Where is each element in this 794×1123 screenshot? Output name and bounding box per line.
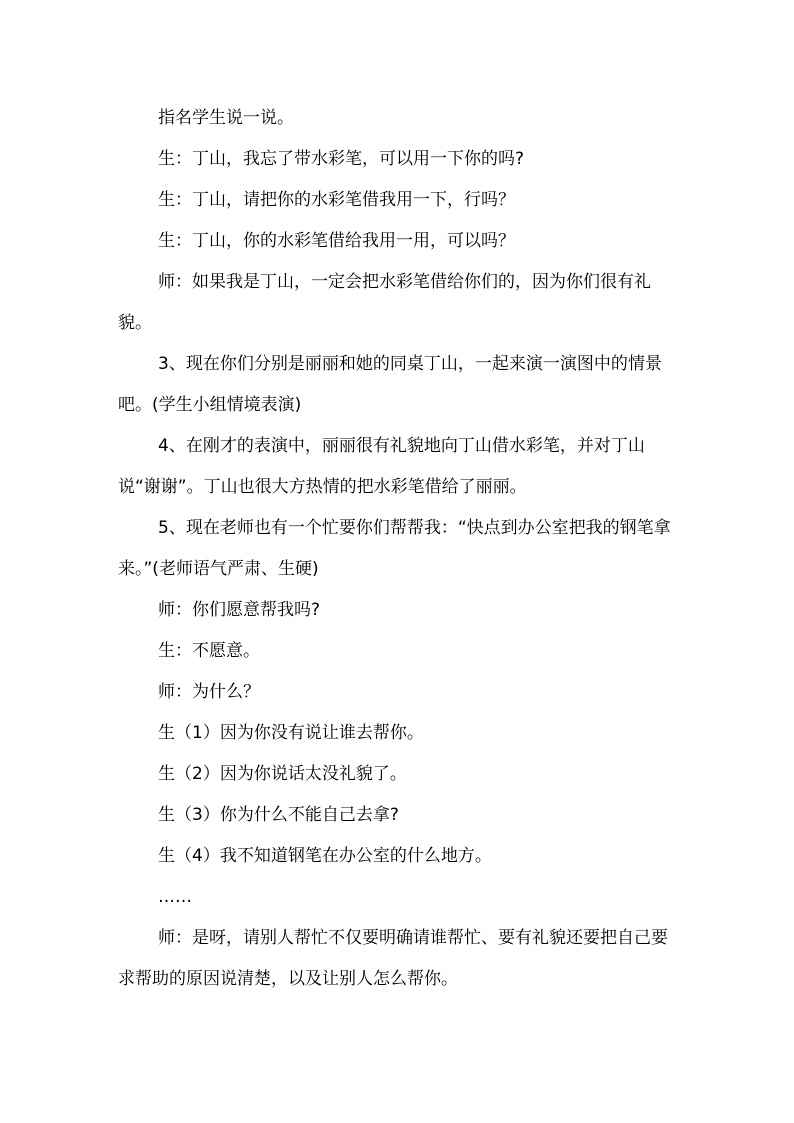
paragraph-student-1: 生：丁山，我忘了带水彩笔，可以用一下你的吗? [158, 149, 525, 169]
paragraph-teacher-3: 师：为什么？ [158, 682, 260, 702]
paragraph-intro: 指名学生说一说。 [158, 108, 294, 128]
paragraph-answer-2: 生（2）因为你说话太没礼貌了。 [158, 764, 407, 784]
document-body [118, 98, 683, 1000]
paragraph-teacher-2: 师：你们愿意帮我吗? [158, 600, 321, 620]
paragraph-step-5: 5、现在老师也有一个忙要你们帮帮我：“快点到办公室把我的钢笔拿来。”(老师语气严肃、生硬) [118, 518, 671, 579]
paragraph-student-4: 生：不愿意。 [158, 641, 260, 661]
paragraph-step-3: 3、现在你们分别是丽丽和她的同桌丁山，一起来演一演图中的情景吧。(学生小组情境表演) [118, 354, 662, 415]
paragraph-step-4: 4、在刚才的表演中，丽丽很有礼貌地向丁山借水彩笔，并对丁山说“谢谢”。丁山也很大方热情的把水彩笔借给了丽丽。 [118, 436, 645, 497]
paragraph-ellipsis: …… [158, 887, 192, 907]
paragraph-answer-3: 生（3）你为什么不能自己去拿? [158, 805, 399, 825]
paragraph-teacher-1: 师：如果我是丁山，一定会把水彩笔借给你们的，因为你们很有礼貌。 [118, 272, 651, 333]
paragraph-answer-4: 生（4）我不知道钢笔在办公室的什么地方。 [158, 846, 492, 866]
paragraph-teacher-summary: 师：是呀，请别人帮忙不仅要明确请谁帮忙、要有礼貌还要把自己要求帮助的原因说清楚，以及让别人怎么帮你。 [118, 928, 668, 989]
paragraph-answer-1: 生（1）因为你没有说让谁去帮你。 [158, 723, 424, 743]
paragraph-student-2: 生：丁山，请把你的水彩笔借我用一下，行吗？ [158, 190, 515, 210]
paragraph-student-3: 生：丁山，你的水彩笔借给我用一用，可以吗？ [158, 231, 515, 251]
